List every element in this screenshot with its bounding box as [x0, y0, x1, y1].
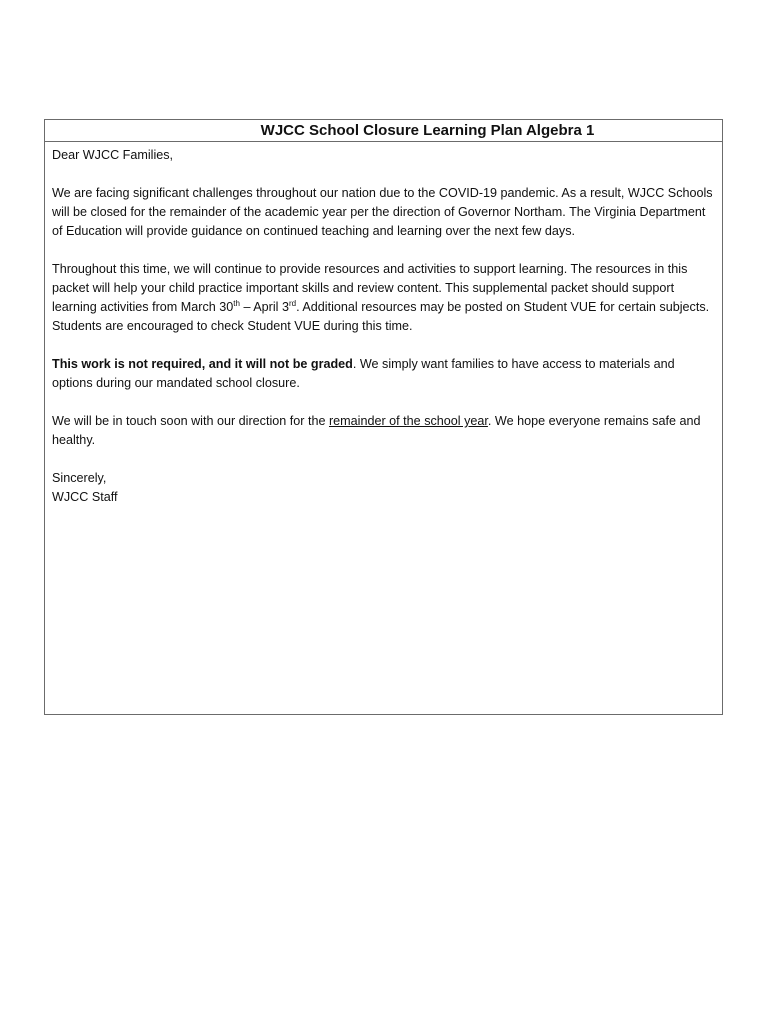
not-graded-notice: This work is not required, and it will not be graded	[52, 357, 353, 371]
title-row	[45, 120, 722, 142]
closing: Sincerely,	[52, 471, 107, 485]
paragraph-not-required	[52, 355, 716, 393]
signoff	[52, 469, 716, 507]
signature: WJCC Staff	[52, 490, 118, 504]
letter-box	[44, 119, 723, 715]
paragraph-stay-in-touch	[52, 412, 716, 450]
paragraph-resources	[52, 260, 716, 336]
ordinal-th: th	[233, 299, 240, 308]
resources-text-2: – April 3	[239, 300, 289, 314]
resources-text-1: Throughout this time, we will continue to provide resources and activities to support learning. The resources in this packet will help your child practice important skills and review content. This supplemental packet should support learning activities from March 30	[52, 262, 688, 314]
remainder-of-year-text: remainder of the school year	[328, 414, 488, 428]
greeting: Dear WJCC Families,	[52, 148, 174, 162]
touch-text-1: We will be in touch soon with our direction for the	[52, 414, 329, 428]
resources-text-3: . Additional resources may be posted on Student VUE for certain subjects. Students are encouraged to check Student VUE during this time.	[52, 300, 710, 333]
letter-body	[45, 142, 722, 507]
not-required-text: . We simply want families to have access to materials and options during our mandated school closure.	[52, 357, 675, 390]
document-title: WJCC School Closure Learning Plan Algebra 1	[260, 122, 595, 139]
ordinal-rd: rd	[288, 299, 297, 308]
paragraph-covid-closure: We are facing significant challenges throughout our nation due to the COVID-19 pandemic. As a result, WJCC Schools will be closed for the remainder of the academic year per the direction of Governor Northam. The Virginia Department of Education will provide guidance on continued teaching and learning over the next few days.	[52, 186, 713, 238]
touch-text-2: . We hope everyone remains safe and healthy.	[52, 414, 701, 447]
